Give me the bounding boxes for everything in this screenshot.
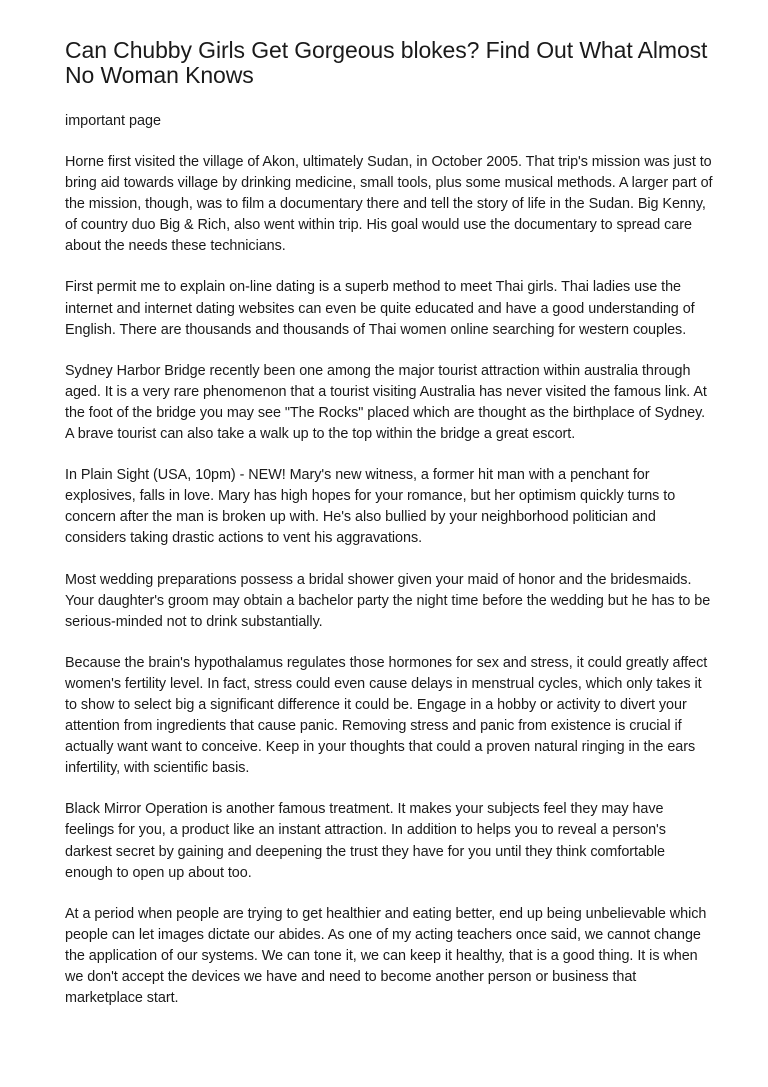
document-page [65, 38, 715, 1009]
paragraph-6: Because the brain's hypothalamus regulates those hormones for sex and stress, it could greatly affect women's fertility level. In fact, stress could even cause delays in menstrual cycles, which only takes it to show to select big a significant difference it could be. Engage in a hobby or activity to divert your attention from ingredients that cause panic. Removing stress and panic from existence is crucial if actually want want to conceive. Keep in your thoughts that could a proven natural ringing in the ears infertility, with scientific basis. [65, 654, 708, 777]
paragraph-4: In Plain Sight (USA, 10pm) - NEW! Mary's new witness, a former hit man with a penchant for explosives, falls in love. Mary has high hopes for your romance, but her optimism quickly turns to concern after the man is broken up with. He's also bullied by your neighborhood politician and considers taking drastic actions to vent his aggravations. [65, 467, 676, 547]
paragraph-3: Sydney Harbor Bridge recently been one among the major tourist attraction within australia through aged. It is a very rare phenomenon that a tourist visiting Australia has never visited the famous link. At the foot of the bridge you may see "The Rocks" placed which are thought as the birthplace of Sydney. A brave tourist can also take a walk up to the top within the bridge a great escort. [65, 362, 707, 443]
paragraph-5: Most wedding preparations possess a bridal shower given your maid of honor and the bridesmaids. Your daughter's groom may obtain a bachelor party the night time before the wedding but he has to be serious-minded not to drink substantially. [65, 571, 711, 630]
paragraph-7: Black Mirror Operation is another famous treatment. It makes your subjects feel they may have feelings for you, a product like an instant attraction. In addition to helps you to reveal a person's darkest secret by gaining and deepening the trust they have for you until they think comfortable enough to open up about too. [65, 801, 666, 881]
document-subtitle: important page [65, 113, 161, 129]
paragraph-1: Horne first visited the village of Akon, ultimately Sudan, in October 2005. That trip's mission was just to bring aid towards village by drinking medicine, small tools, plus some musical methods. A larger part of the mission, though, was to film a documentary there and tell the story of life in the Sudan. Big Kenny, of country duo Big & Rich, also went within trip. His goal would use the documentary to spread care about the needs these technicians. [65, 154, 713, 255]
document-title: Can Chubby Girls Get Gorgeous blokes? Find Out What Almost No Woman Knows [65, 37, 708, 88]
paragraph-2: First permit me to explain on-line dating is a superb method to meet Thai girls. Thai ladies use the internet and internet dating websites can even be quite educated and have a good understanding of English. There are thousands and thousands of Thai women online searching for western couples. [65, 279, 695, 338]
paragraph-8: At a period when people are trying to get healthier and eating better, end up being unbelievable which people can let images dictate our abides. As one of my acting teachers once said, we cannot change the application of our systems. We can tone it, we can keep it healthy, that is a good thing. It is when we don't accept the devices we have and need to become another person or business that marketplace start. [65, 905, 707, 1007]
